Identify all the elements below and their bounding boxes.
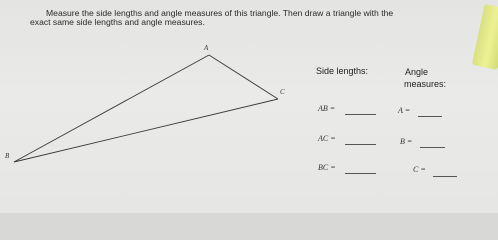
bc-answer-blank[interactable] (345, 173, 376, 174)
ab-label: AB = (318, 104, 336, 113)
vertex-a-label: A (204, 44, 209, 52)
bc-label: BC = (318, 163, 336, 172)
angle-b-answer-blank[interactable] (420, 147, 445, 148)
vertex-b-label: B (5, 152, 10, 160)
ac-answer-blank[interactable] (345, 144, 376, 145)
ac-label: AC = (318, 134, 336, 143)
instruction-line-2: exact same side lengths and angle measures. (30, 17, 205, 27)
angle-a-answer-blank[interactable] (418, 116, 442, 117)
vertex-c-label: C (280, 88, 285, 96)
angle-b-label: B = (400, 137, 413, 146)
side-bc (14, 99, 278, 162)
side-ab (14, 55, 209, 162)
angle-a-label: A = (398, 106, 411, 115)
side-ac (209, 55, 278, 99)
angle-measures-heading-line2: measures: (404, 79, 447, 89)
side-lengths-heading: Side lengths: (316, 66, 369, 76)
ab-answer-blank[interactable] (345, 114, 376, 115)
angle-c-label: C = (413, 165, 426, 174)
angle-c-answer-blank[interactable] (433, 176, 457, 177)
angle-measures-heading-line1: Angle (405, 67, 429, 77)
instruction-line-1: Measure the side lengths and angle measures of this triangle. Then draw a triangle with the (46, 8, 394, 18)
